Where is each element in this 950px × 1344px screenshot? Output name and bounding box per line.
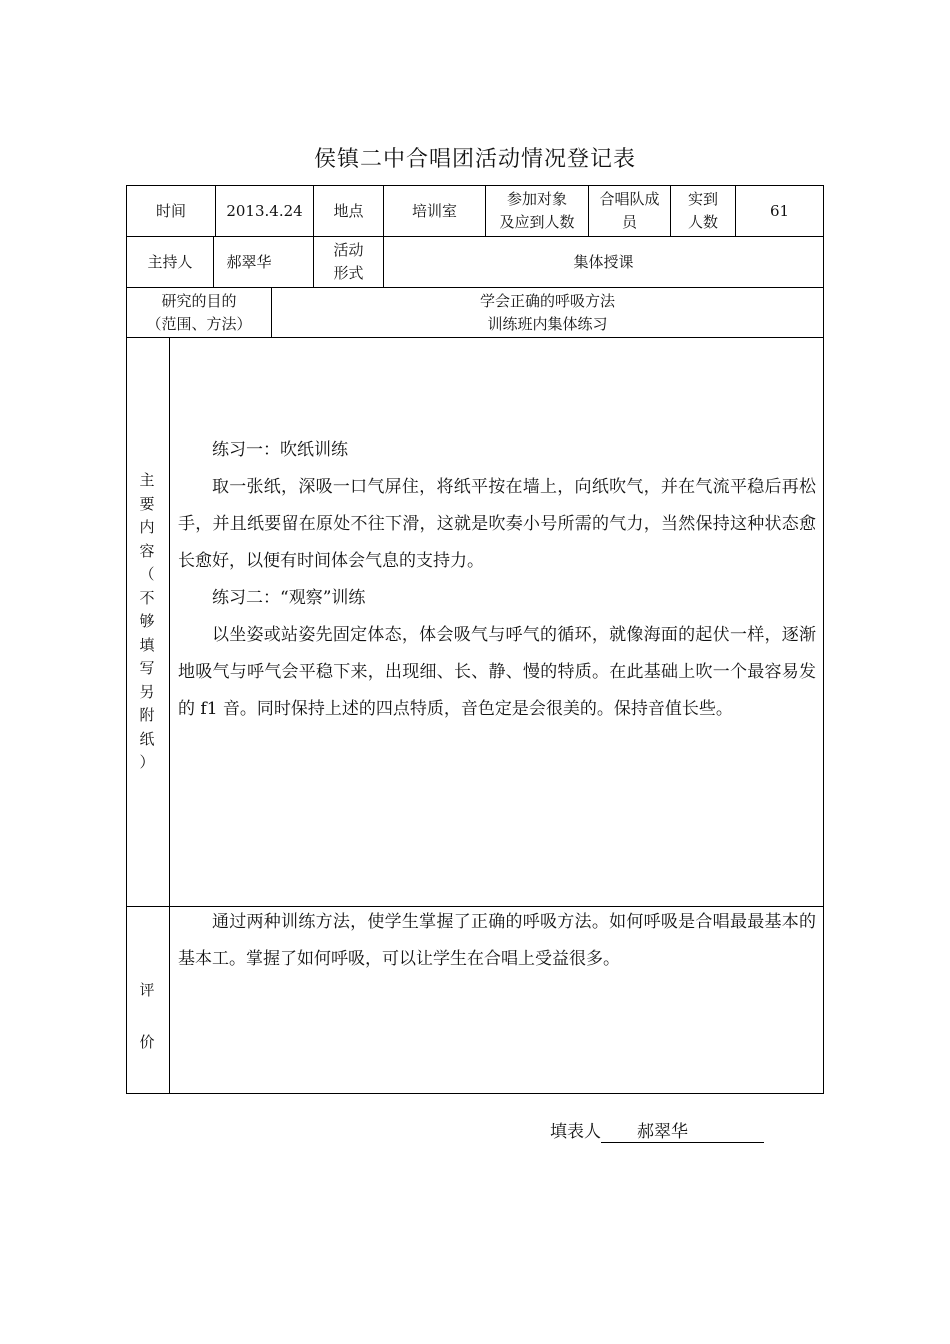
form-label-line2: 形式 [333,264,364,282]
side-char: 写 [139,659,155,677]
purpose-label-line2: （范围、方法） [146,314,252,333]
main-content-body [178,432,816,728]
side-char: 够 [139,612,155,630]
actual-label-line2: 人数 [687,213,718,231]
main-content-side-label [127,469,167,775]
evaluation-side-label [127,964,167,1068]
exercise2-title: 练习二：“观察”训练 [212,588,366,608]
form-label-line1: 活动 [333,241,364,259]
side-char: 另 [139,682,155,701]
place-label: 地点 [333,202,364,220]
form-label [314,237,383,287]
participants-value-line2: 员 [621,213,637,231]
participants-label [486,186,588,236]
participants-label-line1: 参加对象 [506,190,567,208]
exercise1-body: 取一张纸，深吸一口气屏住，将纸平按在墙上，向纸吹气，并在气流平稳后再松手，并且纸要留在原处不往下滑，这就是吹奏小号所需的气力，当然保持这种状态愈长愈好，以便有时间体会气息的支持力。 [178,477,816,571]
side-char: （ [139,565,155,583]
purpose-value-line1: 学会正确的呼吸方法 [479,291,615,310]
side-char: 主 [139,471,155,489]
host-value: 郝翠华 [226,253,272,271]
side-char: 纸 [139,729,155,748]
side-char: 容 [139,541,155,560]
actual-label [671,186,735,236]
side-char: 填 [139,635,155,654]
side-char: 不 [139,588,155,607]
time-label: 时间 [155,202,186,220]
participants-value [589,186,670,236]
filler-signature [550,1117,764,1143]
exercise2-body: 以坐姿或站姿先固定体态，体会吸气与呼气的循环，就像海面的起伏一样，逐渐地吸气与呼气会平稳下来，出现细、长、静、慢的特质。在此基础上吹一个最容易发的 f1 音。同时保持上述的四点特质，音色定是会很美的。保持音值长些。 [178,625,816,719]
participants-label-line2: 及应到人数 [499,213,575,231]
exercise1-title: 练习一：吹纸训练 [212,440,348,460]
evaluation-body [178,904,816,978]
purpose-value [272,288,823,337]
time-value: 2013.4.24 [226,202,303,220]
host-label: 主持人 [147,253,193,271]
side-char: 评 [139,981,155,999]
side-char: 附 [139,706,155,724]
page-title: 侯镇二中合唱团活动情况登记表 [313,147,636,172]
actual-label-line1: 实到 [687,190,718,208]
side-char: 内 [139,518,155,536]
filler-name: 郝翠华 [601,1117,764,1143]
filler-label: 填表人 [550,1122,601,1142]
side-char: 要 [139,494,155,513]
side-char: ） [139,753,155,771]
purpose-value-line2: 训练班内集体练习 [487,314,608,333]
purpose-label [127,288,271,337]
actual-value: 61 [769,202,790,220]
purpose-label-line1: 研究的目的 [161,291,237,310]
form-value: 集体授课 [573,253,634,271]
participants-value-line1: 合唱队成 [599,190,660,208]
evaluation-text: 通过两种训练方法，使学生掌握了正确的呼吸方法。如何呼吸是合唱最最基本的基本工。掌握了如何呼吸，可以让学生在合唱上受益很多。 [178,912,816,969]
place-value: 培训室 [411,202,457,220]
side-char: 价 [139,1033,155,1051]
